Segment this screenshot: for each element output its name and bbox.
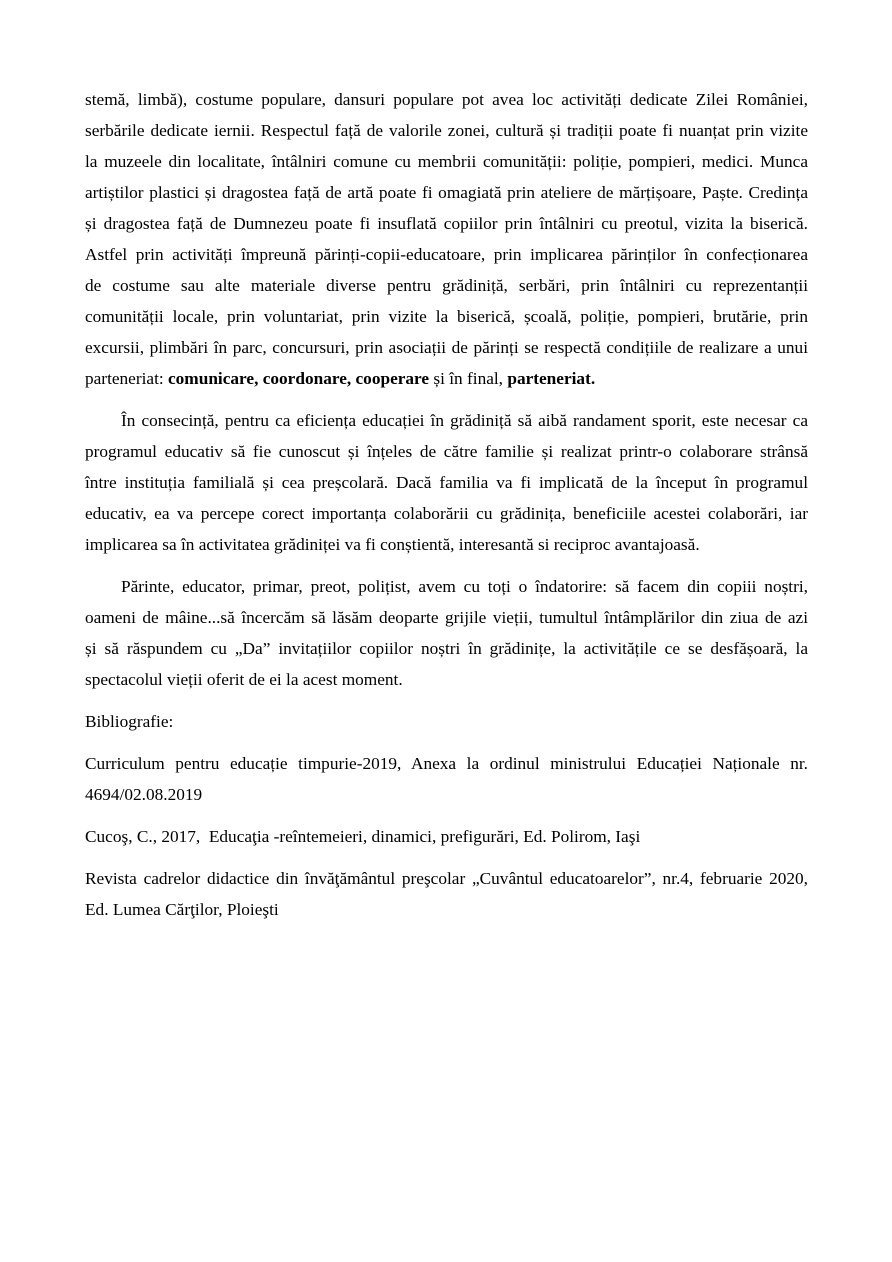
text-segment: Revista cadrelor didactice din învăţământul preşcolar „Cuvântul educatoarelor”, nr.4, februarie 2020, <box>85 869 808 888</box>
text-segment: 4694/02.08.2019 <box>85 785 203 804</box>
text-line <box>85 821 808 852</box>
text-segment: educativ, ea va percepe corect importanța colaborării cu grădinița, beneficiile acestei colaborări, iar <box>85 504 808 523</box>
text-segment: Părinte, educator, primar, preot, polițist, avem cu toți o îndatorire: să facem din copiii noștri, <box>121 577 808 596</box>
text-line <box>85 115 808 146</box>
text-segment: implicarea sa în activitatea grădiniței va fi conștientă, interesantă si reciproc avantajoasă. <box>85 535 700 554</box>
text-line <box>85 779 808 810</box>
text-segment: În consecință, pentru ca eficiența educației în grădiniță să aibă randament sporit, este necesar ca <box>121 411 808 430</box>
text-line <box>85 633 808 664</box>
text-line <box>85 467 808 498</box>
text-line <box>85 706 808 737</box>
text-line <box>85 498 808 529</box>
text-line <box>85 177 808 208</box>
text-line <box>85 748 808 779</box>
text-segment: între instituția familială și cea preșcolară. Dacă familia va fi implicată de la început în programul <box>85 473 808 492</box>
text-line <box>85 894 808 925</box>
text-segment: programul educativ să fie cunoscut și înțeles de către familie și realizat printr-o colaborare strânsă <box>85 442 808 461</box>
text-line <box>85 529 808 560</box>
paragraph-appeal <box>85 571 808 695</box>
text-line <box>85 363 808 394</box>
bold-text-segment: comunicare, coordonare, cooperare <box>168 369 430 388</box>
text-line <box>85 270 808 301</box>
text-segment: de costume sau alte materiale diverse pentru grădiniță, serbări, prin întâlniri cu reprezentanții <box>85 276 808 295</box>
text-line <box>85 405 808 436</box>
text-segment: Curriculum pentru educație timpurie-2019, Anexa la ordinul ministrului Educației Naționale nr. <box>85 754 808 773</box>
bibliography-entry-cucos <box>85 821 808 852</box>
text-line <box>85 664 808 695</box>
text-line <box>85 239 808 270</box>
bold-text-segment: parteneriat. <box>507 369 596 388</box>
text-segment: Cucoş, C., 2017, Educaţia -reîntemeieri, dinamici, prefigurări, Ed. Polirom, Iaşi <box>85 827 641 846</box>
text-line <box>85 863 808 894</box>
text-segment: parteneriat: <box>85 369 168 388</box>
text-line <box>85 146 808 177</box>
text-line <box>85 571 808 602</box>
text-segment: și să răspundem cu „Da” invitațiilor copiilor noștri în grădinițe, la activitățile ce se desfășoară, la <box>85 639 808 658</box>
bibliography-heading <box>85 706 808 737</box>
bibliography-entry-curriculum <box>85 748 808 810</box>
paragraph-conclusion <box>85 405 808 560</box>
text-line <box>85 436 808 467</box>
text-segment: Ed. Lumea Cărţilor, Ploieşti <box>85 900 279 919</box>
text-segment: și dragostea față de Dumnezeu poate fi insuflată copiilor prin întâlniri cu preotul, vizita la biserică. <box>85 214 808 233</box>
paragraph-community-activities <box>85 84 808 394</box>
text-segment: serbările dedicate iernii. Respectul față de valorile zonei, cultură și tradiții poate fi nuanțat prin vizite <box>85 121 808 140</box>
text-segment: oameni de mâine...să încercăm să lăsăm deoparte grijile vieții, tumultul întâmplărilor din ziua de azi <box>85 608 808 627</box>
document-body <box>85 84 808 925</box>
text-line <box>85 208 808 239</box>
text-line <box>85 84 808 115</box>
bibliography-entry-revista <box>85 863 808 925</box>
text-segment: excursii, plimbări în parc, concursuri, prin asociații de părinți se respectă condițiile de realizare a unui <box>85 338 808 357</box>
text-segment: spectacolul vieții oferit de ei la acest moment. <box>85 670 403 689</box>
text-segment: stemă, limbă), costume populare, dansuri populare pot avea loc activități dedicate Zilei României, <box>85 90 808 109</box>
text-line <box>85 301 808 332</box>
text-segment: Astfel prin activități împreună părinți-copii-educatoare, prin implicarea părinților în confecționarea <box>85 245 808 264</box>
text-line <box>85 332 808 363</box>
text-segment: și în final, <box>429 369 508 388</box>
text-segment: artiștilor plastici și dragostea față de artă poate fi omagiată prin ateliere de mărțișoare, Paște. Credința <box>85 183 808 202</box>
text-segment: la muzeele din localitate, întâlniri comune cu membrii comunității: poliție, pompieri, medici. Munca <box>85 152 808 171</box>
text-segment: Bibliografie: <box>85 712 174 731</box>
text-line <box>85 602 808 633</box>
text-segment: comunității locale, prin voluntariat, prin vizite la biserică, școală, poliție, pompieri, brutărie, prin <box>85 307 808 326</box>
